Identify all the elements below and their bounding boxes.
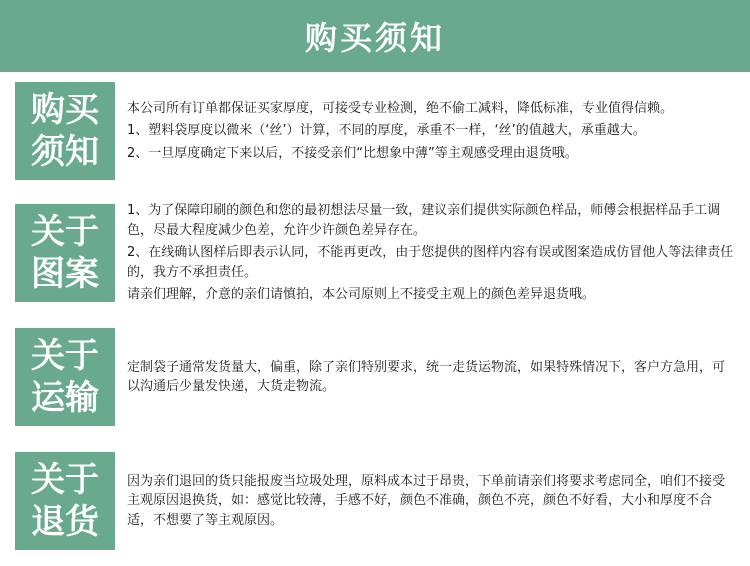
section-paragraph: 因为亲们退回的货只能报废当垃圾处理，原料成本过于昂贵，下单前请亲们将要求考虑同全，咱们不接受主观原因退换货，如：感觉比较薄，手感不好，颜色不准确，颜色不亮，颜色不好看，大小和厚度不合适，不想要了等主观原因。 [127, 473, 726, 528]
section-paragraph: 本公司所有订单都保证买家厚度，可接受专业检测，绝不偷工减料，降低标准，专业值得信赖。 [127, 100, 674, 116]
section-paragraph: 请亲们理解，介意的亲们请慎拍，本公司原则上不接受主观上的颜色差异退货哦。 [127, 287, 596, 303]
section-tag-label: 购买须知 [31, 90, 99, 172]
section-content [127, 204, 735, 302]
section-tag-label: 关于运输 [31, 336, 99, 418]
header-banner [0, 0, 750, 72]
section-paragraph: 定制袋子通常发货量大，偏重，除了亲们特别要求，统一走货运物流，如果特殊情况下，客户方急用，可以沟通后少量发快递，大货走物流。 [127, 359, 726, 394]
section-tag [15, 452, 115, 550]
section-about-returns [15, 452, 735, 550]
section-purchase-notice [15, 82, 735, 180]
section-tag-label: 关于图案 [31, 212, 99, 294]
page-title: 购买须知 [304, 19, 445, 57]
section-content [127, 452, 735, 550]
section-tag [15, 328, 115, 426]
section-paragraph: 1、塑料袋厚度以微米（‘丝’）计算，不同的厚度，承重不一样，‘丝’的值越大，承重越大。 [127, 123, 646, 139]
section-about-shipping [15, 328, 735, 426]
section-content [127, 82, 735, 180]
section-about-design [15, 204, 735, 302]
section-paragraph: 1、为了保障印刷的颜色和您的最初想法尽量一致，建议亲们提供实际颜色样品，师傅会根据样品手工调色，尽最大程度减少色差，允许少许颜色差异存在。 [127, 203, 721, 238]
section-tag [15, 204, 115, 302]
section-paragraph: 2、一旦厚度确定下来以后，不接受亲们“比想象中薄”等主观感受理由退货哦。 [127, 145, 578, 161]
section-paragraph: 2、在线确认图样后即表示认同，不能再更改，由于您提供的图样内容有误或图案造成仿冒他人等法律责任的，我方不承担责任。 [127, 245, 734, 280]
section-tag [15, 82, 115, 180]
section-tag-label: 关于退货 [31, 460, 99, 542]
section-content [127, 328, 735, 426]
